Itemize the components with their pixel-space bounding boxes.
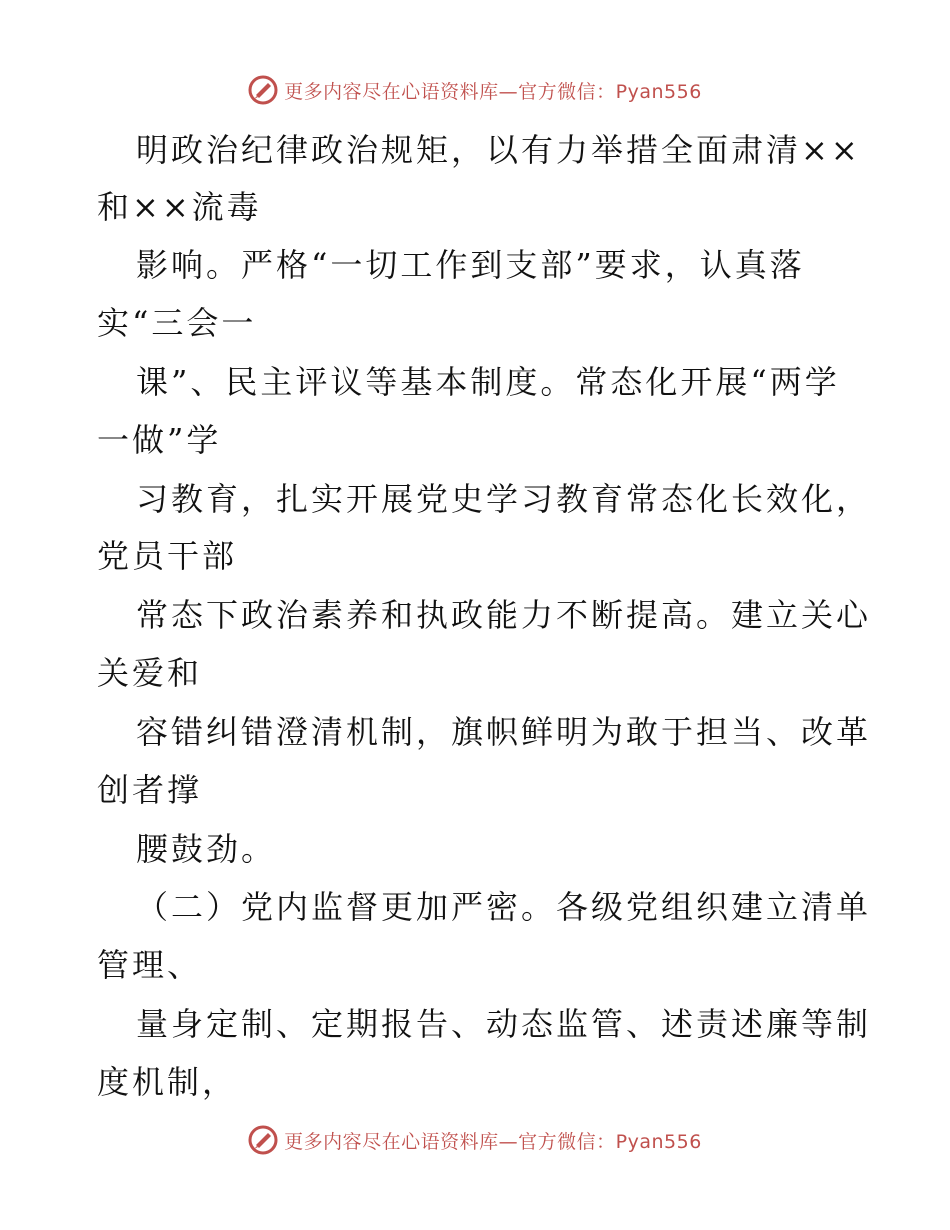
text-line-16: 量身定制、定期报告、动态监管、述责述廉等制 <box>136 1005 872 1043</box>
text-line-6: 一做”学 <box>97 421 222 459</box>
text-line-2: 和××流毒 <box>97 188 262 226</box>
text-line-11: 容错纠错澄清机制，旗帜鲜明为敢于担当、改革 <box>136 713 872 751</box>
section-heading-line: （二）党内监督更加严密。各级党组织建立清单 <box>136 888 872 926</box>
text-line-12: 创者撑 <box>97 771 203 809</box>
text-line-7: 习教育，扎实开展党史学习教育常态化长效化， <box>136 480 872 518</box>
text-line-13: 腰鼓劲。 <box>136 830 277 868</box>
text-line-3: 影响。严格“一切工作到支部”要求，认真落 <box>136 246 805 284</box>
logo-icon <box>248 1125 278 1155</box>
header-banner-text: 更多内容尽在心语资料库—官方微信：Pyan556 <box>284 80 702 103</box>
logo-icon <box>248 75 278 105</box>
text-line-17: 度机制， <box>97 1063 238 1101</box>
header-banner <box>0 70 950 110</box>
text-line-8: 党员干部 <box>97 537 238 575</box>
footer-banner-text: 更多内容尽在心语资料库—官方微信：Pyan556 <box>284 1130 702 1153</box>
footer-banner <box>0 1120 950 1160</box>
text-line-4: 实“三会一 <box>97 304 257 342</box>
text-line-1: 明政治纪律政治规矩，以有力举措全面肃清×× <box>136 131 861 169</box>
text-line-9: 常态下政治素养和执政能力不断提高。建立关心 <box>136 596 872 634</box>
text-line-5: 课”、民主评议等基本制度。常态化开展“两学 <box>136 363 840 401</box>
text-line-15: 管理、 <box>97 946 203 984</box>
text-line-10: 关爱和 <box>97 654 203 692</box>
